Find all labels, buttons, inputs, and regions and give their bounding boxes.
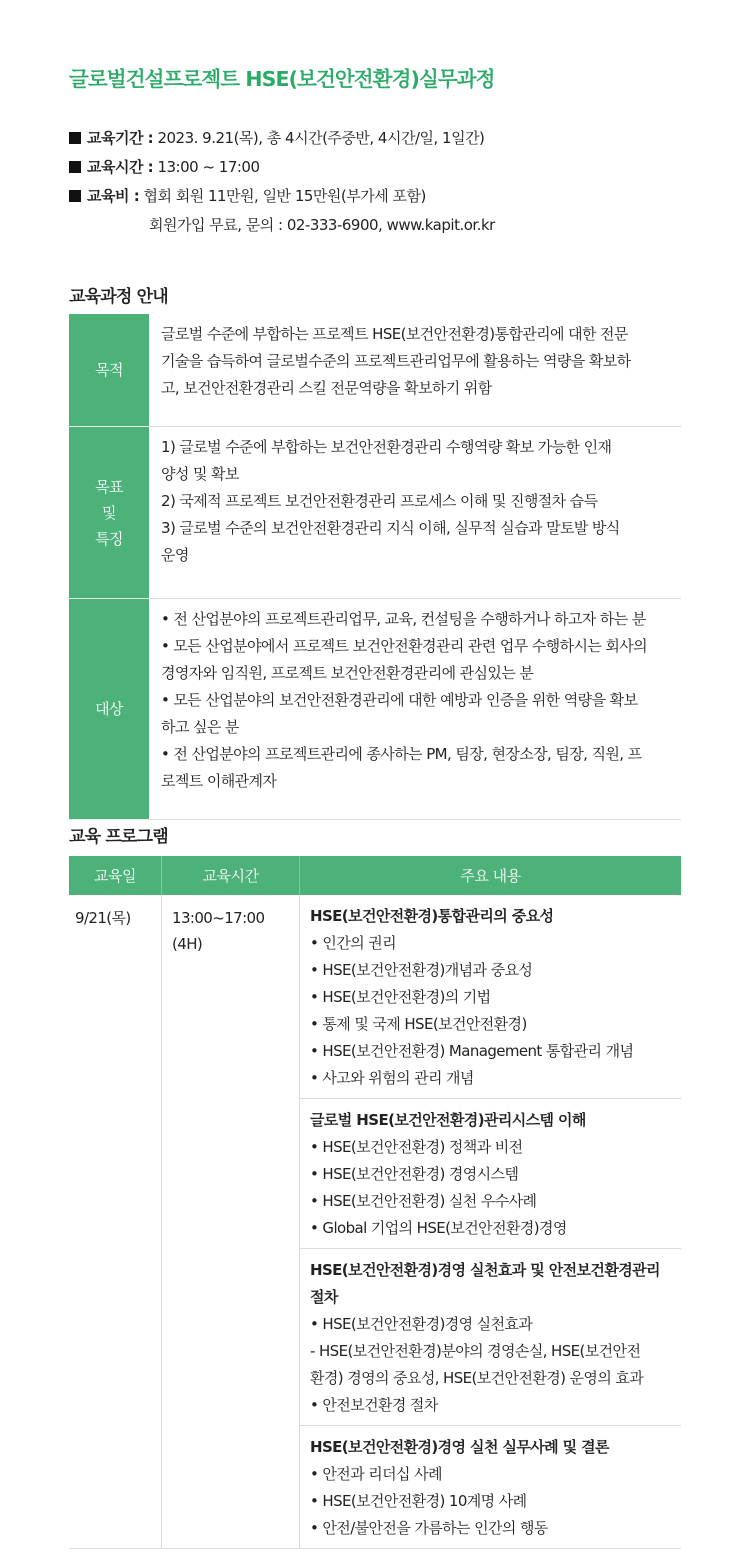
content-block-title: HSE(보건안전환경)통합관리의 중요성	[310, 907, 554, 925]
period-value: 2023. 9.21(목), 총 4시간(주중반, 4시간/일, 1일간)	[153, 129, 485, 147]
guide-row-target	[69, 599, 681, 820]
page-title: 글로벌건설프로젝트 HSE(보건안전환경)실무과정	[69, 67, 495, 91]
fee-value: 협회 회원 11만원, 일반 15만원(부가세 포함)	[139, 187, 426, 205]
goal-line: 운영	[161, 546, 189, 564]
guide-row-purpose	[69, 314, 681, 427]
content-item: • 인간의 권리	[310, 934, 397, 952]
goal-line: 양성 및 확보	[161, 465, 239, 483]
content-item: • 안전/불안전을 가름하는 인간의 행동	[310, 1519, 548, 1537]
program-table	[69, 856, 681, 1549]
guide-row-goal	[69, 427, 681, 599]
content-item: • HSE(보건안전환경)의 기법	[310, 988, 491, 1006]
square-bullet-icon	[69, 132, 81, 144]
info-time	[69, 153, 681, 182]
content-block-title: 글로벌 HSE(보건안전환경)관리시스템 이해	[310, 1111, 586, 1129]
program-heading: 교육 프로그램	[69, 827, 168, 847]
content-item: • 통제 및 국제 HSE(보건안전환경)	[310, 1015, 527, 1033]
col-header-time: 교육시간	[162, 856, 300, 895]
goal-label-line: 및	[102, 503, 116, 522]
target-line: 하고 싶은 분	[161, 718, 239, 736]
guide-heading: 교육과정 안내	[69, 287, 168, 307]
content-block	[300, 1426, 681, 1548]
content-item: • HSE(보건안전환경) 정책과 비전	[310, 1138, 523, 1156]
square-bullet-icon	[69, 161, 81, 173]
target-line: 로젝트 이해관계자	[161, 772, 277, 790]
program-header-row	[69, 856, 681, 895]
content-block-title-cont: 절차	[310, 1288, 338, 1306]
content-block-title: HSE(보건안전환경)경영 실천 실무사례 및 결론	[310, 1438, 609, 1456]
goal-text	[149, 427, 681, 599]
target-line: • 모든 산업분야의 보건안전환경관리에 대한 예방과 인증을 위한 역량을 확보	[161, 691, 638, 709]
content-block	[300, 895, 681, 1099]
col-header-date: 교육일	[69, 856, 162, 895]
time-value: 13:00 ~ 17:00	[153, 158, 260, 176]
program-time-range: 13:00~17:00	[172, 909, 265, 927]
purpose-text	[149, 314, 681, 427]
program-content	[300, 895, 682, 1549]
period-label: 교육기간 :	[87, 129, 154, 147]
info-period	[69, 124, 681, 153]
target-text	[149, 599, 681, 820]
content-item: • 안전과 리더십 사례	[310, 1465, 442, 1483]
content-item: • HSE(보건안전환경)개념과 중요성	[310, 961, 533, 979]
col-header-content: 주요 내용	[300, 856, 682, 895]
info-fee	[69, 182, 681, 211]
purpose-label: 목적	[69, 314, 149, 427]
square-bullet-icon	[69, 190, 81, 202]
target-line: • 전 산업분야의 프로젝트관리에 종사하는 PM, 팀장, 현장소장, 팀장, 직원, 프	[161, 745, 642, 763]
target-line: • 모든 산업분야에서 프로젝트 보건안전환경관리 관련 업무 수행하시는 회사의	[161, 637, 648, 655]
content-item: - HSE(보건안전환경)분야의 경영손실, HSE(보건안전	[310, 1342, 641, 1360]
content-item: • HSE(보건안전환경) Management 통합관리 개념	[310, 1042, 634, 1060]
purpose-line: 기술을 습득하여 글로벌수준의 프로젝트관리업무에 활용하는 역량을 확보하	[161, 352, 631, 370]
goal-label	[69, 427, 149, 599]
content-item: • Global 기업의 HSE(보건안전환경)경영	[310, 1219, 567, 1237]
program-time-hours: (4H)	[172, 935, 203, 953]
goal-line: 3) 글로벌 수준의 보건안전환경관리 지식 이해, 실무적 실습과 말토발 방식	[161, 519, 620, 537]
program-date: 9/21(목)	[69, 895, 162, 1549]
target-line: • 전 산업분야의 프로젝트관리업무, 교육, 컨설팅을 수행하거나 하고자 하는 분	[161, 610, 646, 628]
content-item: • 사고와 위험의 관리 개념	[310, 1069, 474, 1087]
target-label: 대상	[69, 599, 149, 820]
goal-line: 2) 국제적 프로젝트 보건안전환경관리 프로세스 이해 및 진행절차 습득	[161, 492, 598, 510]
content-item: • HSE(보건안전환경) 10계명 사례	[310, 1492, 527, 1510]
program-time	[162, 895, 300, 1549]
course-info	[69, 124, 681, 240]
course-guide-table	[69, 314, 681, 820]
content-block	[300, 1099, 681, 1249]
goal-label-line: 특징	[95, 529, 123, 548]
content-item: • HSE(보건안전환경)경영 실천효과	[310, 1315, 533, 1333]
fee-note: 회원가입 무료, 문의 : 02-333-6900, www.kapit.or.kr	[149, 216, 495, 234]
content-item: 환경) 경영의 중요성, HSE(보건안전환경) 운영의 효과	[310, 1369, 644, 1387]
content-item: • HSE(보건안전환경) 경영시스템	[310, 1165, 519, 1183]
content-block-title: HSE(보건안전환경)경영 실천효과 및 안전보건환경관리	[310, 1261, 660, 1279]
purpose-line: 글로벌 수준에 부합하는 프로젝트 HSE(보건안전환경)통합관리에 대한 전문	[161, 325, 628, 343]
content-item: • HSE(보건안전환경) 실천 우수사례	[310, 1192, 537, 1210]
goal-line: 1) 글로벌 수준에 부합하는 보건안전환경관리 수행역량 확보 가능한 인재	[161, 438, 612, 456]
time-label: 교육시간 :	[87, 158, 154, 176]
goal-label-line: 목표	[95, 477, 123, 496]
target-line: 경영자와 임직원, 프로젝트 보건안전환경관리에 관심있는 분	[161, 664, 534, 682]
purpose-line: 고, 보건안전환경관리 스킬 전문역량을 확보하기 위함	[161, 379, 492, 397]
program-row	[69, 895, 681, 1549]
content-item: • 안전보건환경 절차	[310, 1396, 438, 1414]
content-block	[300, 1249, 681, 1426]
fee-label: 교육비 :	[87, 187, 140, 205]
